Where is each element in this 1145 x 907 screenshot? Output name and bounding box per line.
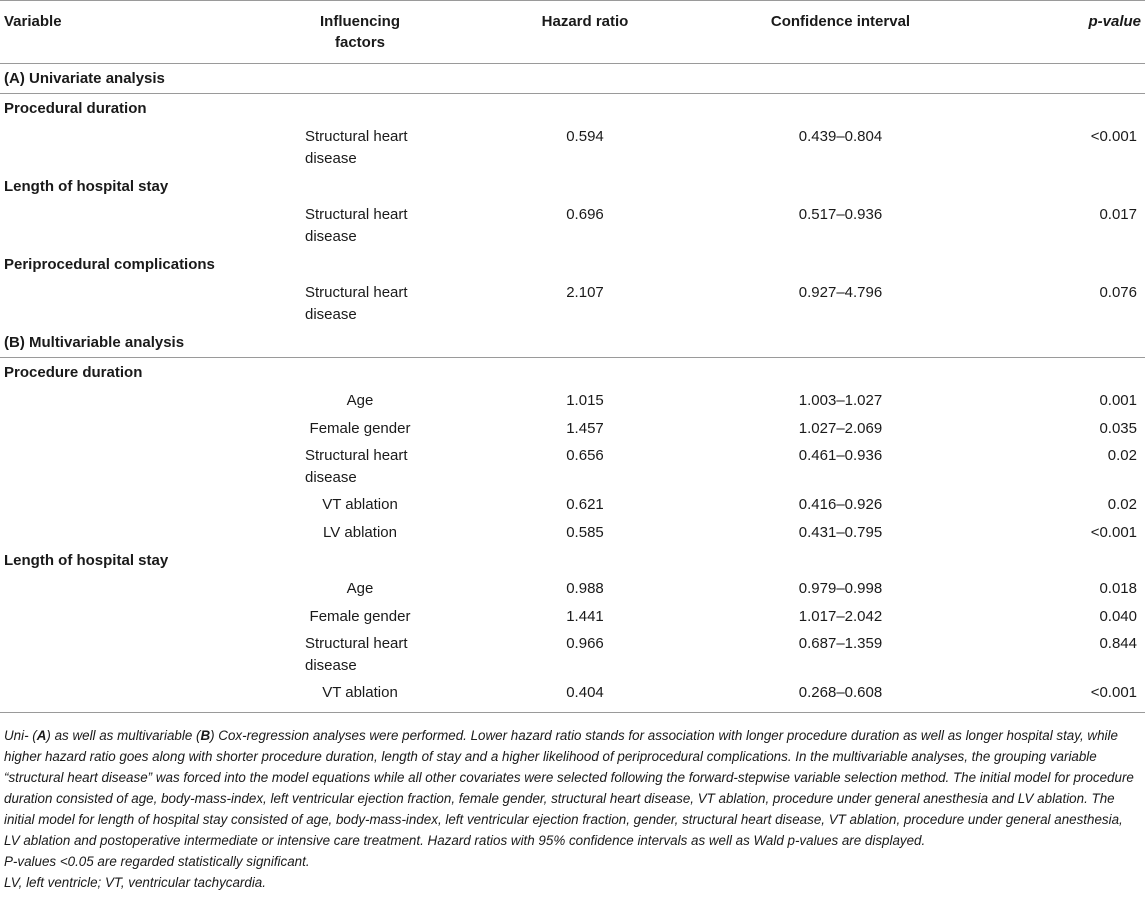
header-p-value (945, 1, 1145, 64)
p-value-cell: 0.017 (1099, 206, 1137, 223)
confidence-interval-cell: 0.979–0.998 (798, 580, 883, 597)
group-label: Length of hospital stay (4, 178, 169, 195)
factor-cell (250, 491, 470, 519)
confidence-interval-cell: 1.017–2.042 (798, 607, 883, 625)
hazard-ratio-cell: 0.585 (566, 523, 604, 541)
factor-text: Structural heart disease (305, 206, 408, 245)
p-value-cell: <0.001 (1090, 523, 1137, 541)
table-row (0, 519, 1145, 547)
footnote-abbreviations: LV, left ventricle; VT, ventricular tachycardia. (4, 874, 266, 890)
variable-cell (0, 679, 250, 712)
factor-text: Structural heart disease (305, 447, 408, 486)
variable-cell (0, 630, 250, 679)
group-label: Length of hospital stay (4, 552, 169, 569)
table-row (0, 491, 1145, 519)
confidence-interval-cell: 1.003–1.027 (798, 392, 883, 409)
group-row (0, 358, 1145, 388)
variable-cell (0, 201, 250, 250)
factor-cell (250, 201, 470, 250)
factor-text: Structural heart disease (305, 128, 408, 167)
header-influencing-factors (250, 1, 470, 64)
hazard-ratio-cell: 0.621 (566, 496, 604, 513)
factor-text: LV ablation (323, 523, 397, 541)
section-row (0, 64, 1145, 94)
header-p-value-text: p-value (1088, 13, 1141, 30)
table-row (0, 201, 1145, 250)
group-label: Procedure duration (4, 364, 143, 381)
section-label: (A) Univariate analysis (0, 64, 1145, 94)
factor-cell (250, 415, 470, 443)
confidence-interval-cell: 0.439–0.804 (798, 128, 883, 145)
group-row (0, 172, 1145, 201)
confidence-interval-cell: 0.517–0.936 (798, 206, 883, 223)
p-value-cell: <0.001 (1090, 128, 1137, 145)
footnote-rest: ) Cox-regression analyses were performed. Lower hazard ratio stands for association with longer procedure duration as well as longer hospital stay, while higher hazard ratio goes along with shorter procedure duration, length of stay and a higher likelihood of periprocedural complications. In the multivariable analyses, the grouping variable “structural heart disease” was forced into the model equations while all other covariates were selected following the forward-stepwise variable selection method. The initial model for procedure duration consisted of age, body-mass-index, left ventricular ejection fraction, female gender, structural heart disease, VT ablation, procedure under general anesthesia and LV ablation. The initial model for length of hospital stay consisted of age, body-mass-index, left ventricular ejection fraction, gender, structural heart disease, VT ablation, procedure under general anesthesia, LV ablation and postoperative intermediate or intensive care treatment. Hazard ratios with 95% confidence intervals as well as Wald p-values are displayed. (4, 727, 1134, 848)
factor-cell (250, 603, 470, 631)
variable-cell (0, 519, 250, 547)
factor-text: Age (346, 580, 374, 597)
confidence-interval-cell: 0.416–0.926 (798, 496, 883, 513)
hazard-ratio-cell: 0.404 (470, 679, 700, 712)
table-header (0, 1, 1145, 64)
p-value-cell: <0.001 (945, 679, 1145, 712)
factor-cell (250, 442, 470, 491)
table-footnote (0, 713, 1145, 893)
hazard-ratio-cell: 0.988 (566, 580, 604, 597)
confidence-interval-cell: 0.268–0.608 (700, 679, 945, 712)
factor-text: VT ablation (322, 496, 398, 513)
factor-text: Structural heart disease (305, 284, 408, 323)
factor-text: Female gender (309, 607, 411, 625)
table-row (0, 630, 1145, 679)
section-row (0, 328, 1145, 358)
group-row (0, 94, 1145, 124)
variable-cell (0, 123, 250, 172)
factor-cell (250, 123, 470, 172)
group-label: Procedural duration (4, 100, 147, 117)
header-variable: Variable (0, 1, 250, 64)
header-confidence-interval: Confidence interval (700, 1, 945, 64)
factor-text: VT ablation (322, 684, 398, 701)
factor-text: Female gender (309, 419, 411, 437)
footnote-main (4, 725, 1141, 851)
group-row (0, 250, 1145, 279)
factor-cell (250, 387, 470, 415)
p-value-cell: 0.018 (1099, 580, 1137, 597)
variable-cell (0, 491, 250, 519)
table-body (0, 64, 1145, 713)
table-row (0, 575, 1145, 603)
footnote-a-label: A (36, 727, 47, 743)
factor-cell (250, 575, 470, 603)
variable-cell (0, 279, 250, 328)
footnote-mid: ) as well as multivariable ( (46, 727, 201, 743)
factor-text: Age (346, 392, 374, 409)
table-row (0, 387, 1145, 415)
factor-cell (250, 630, 470, 679)
hazard-ratio-cell: 0.696 (566, 206, 604, 223)
group-label: Periprocedural complications (4, 256, 215, 273)
factor-cell (250, 519, 470, 547)
table-row (0, 442, 1145, 491)
confidence-interval-cell: 0.687–1.359 (798, 635, 883, 652)
variable-cell (0, 387, 250, 415)
table-row (0, 279, 1145, 328)
factor-text: Structural heart disease (305, 635, 408, 674)
confidence-interval-cell: 0.461–0.936 (798, 447, 883, 464)
p-value-cell: 0.001 (1099, 392, 1137, 409)
hazard-ratio-cell: 0.966 (566, 635, 604, 652)
variable-cell (0, 415, 250, 443)
table-row (0, 123, 1145, 172)
variable-cell (0, 442, 250, 491)
p-value-cell: 0.844 (1099, 635, 1137, 652)
confidence-interval-cell: 0.927–4.796 (798, 284, 883, 301)
variable-cell (0, 575, 250, 603)
table-row (0, 603, 1145, 631)
hazard-ratio-cell: 2.107 (566, 284, 604, 301)
header-row (0, 1, 1145, 64)
confidence-interval-cell: 1.027–2.069 (798, 419, 883, 437)
table-row (0, 415, 1145, 443)
section-label: (B) Multivariable analysis (0, 328, 1145, 358)
hazard-ratio-cell: 1.441 (566, 607, 604, 625)
p-value-cell: 0.035 (1099, 419, 1137, 437)
hazard-ratio-cell: 1.457 (566, 419, 604, 437)
hazard-ratio-cell: 1.015 (566, 392, 604, 409)
factor-cell (250, 279, 470, 328)
p-value-cell: 0.040 (1099, 607, 1137, 625)
confidence-interval-cell: 0.431–0.795 (798, 523, 883, 541)
footnote-uni: Uni- ( (4, 727, 37, 743)
footnote-pvalues: P-values <0.05 are regarded statistically significant. (4, 853, 310, 869)
table-row (0, 679, 1145, 712)
header-hazard-ratio: Hazard ratio (470, 1, 700, 64)
hazard-ratio-cell: 0.656 (566, 447, 604, 464)
hazard-ratio-cell: 0.594 (566, 128, 604, 145)
p-value-cell: 0.02 (1107, 447, 1137, 464)
p-value-cell: 0.02 (1107, 496, 1137, 513)
header-factors-text: Influencing factors (320, 13, 400, 51)
group-row (0, 546, 1145, 575)
p-value-cell: 0.076 (1099, 284, 1137, 301)
factor-cell (250, 679, 470, 712)
variable-cell (0, 603, 250, 631)
footnote-b-label: B (200, 727, 211, 743)
